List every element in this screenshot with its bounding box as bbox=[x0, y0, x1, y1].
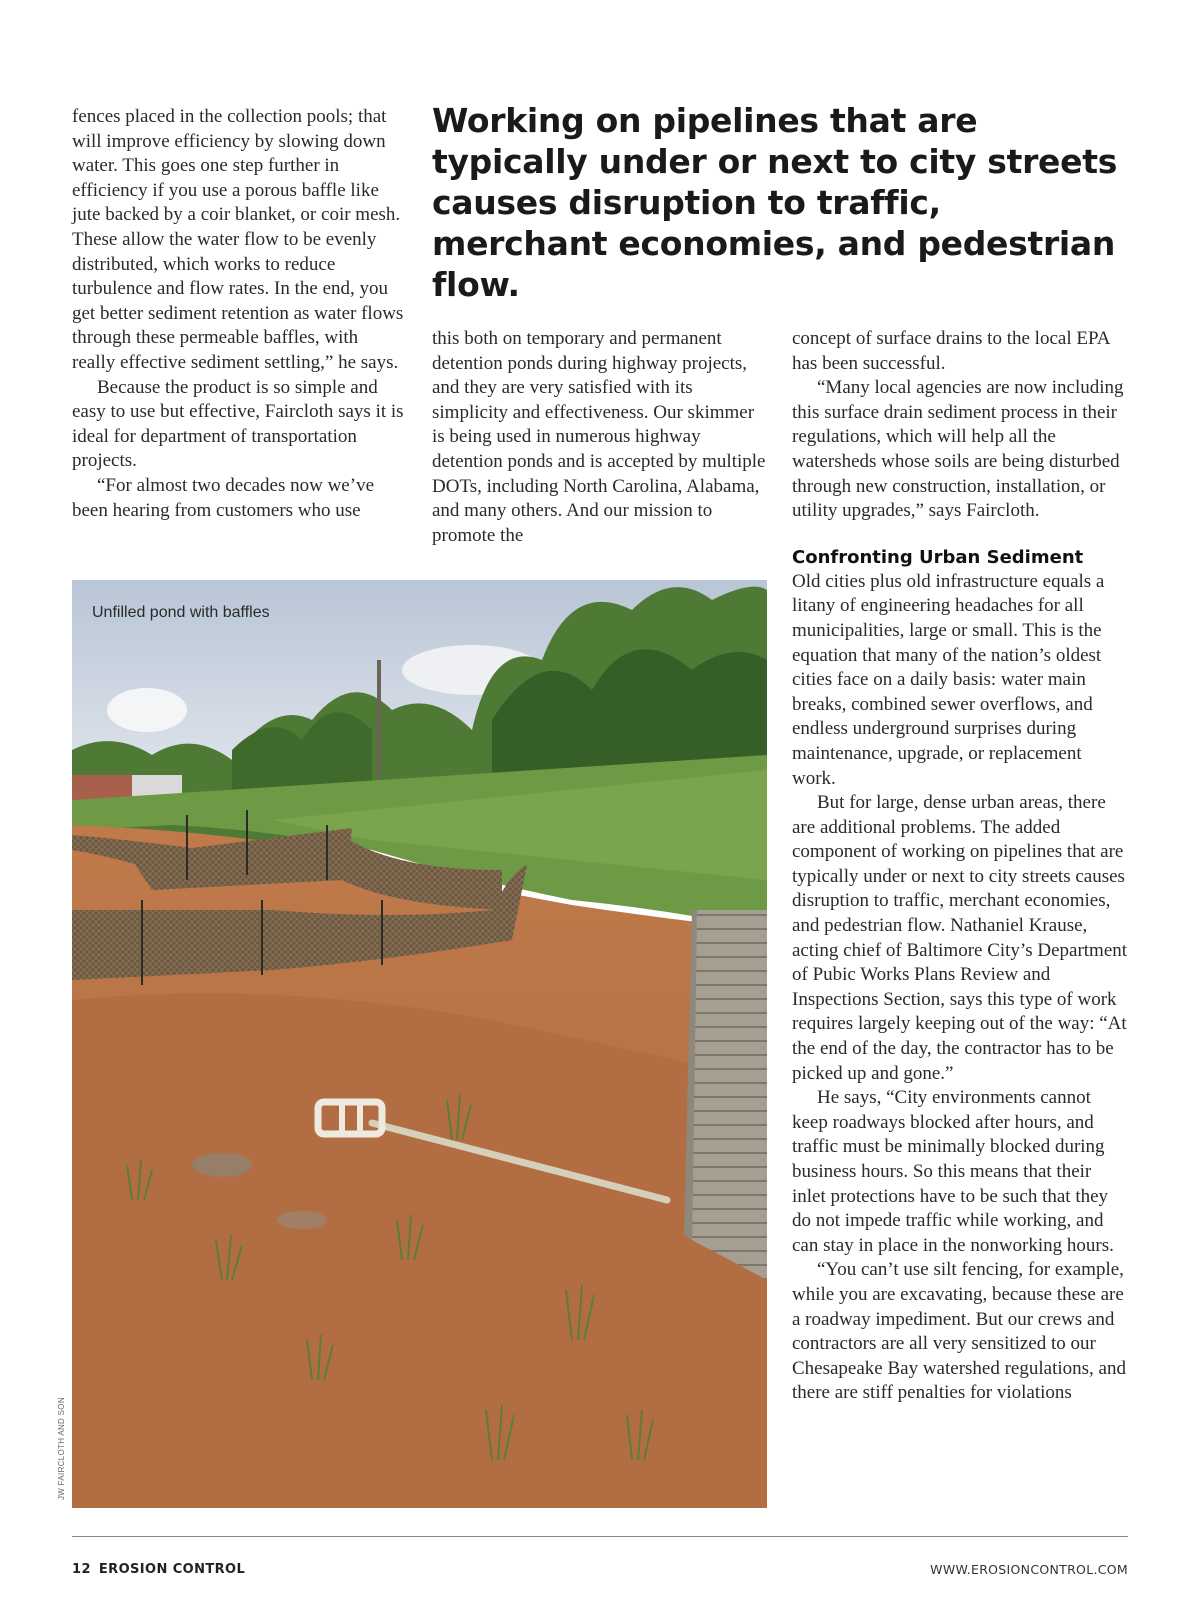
right-paragraph-6: “You can’t use silt fencing, for example, while you are excavating, because these are a roadway impediment. But our crews and contractors are all very sensitized to our Chesapeake Bay watershed regulations, and there are stiff penalties for violations bbox=[792, 1259, 1126, 1404]
photo-credit: JW FAIRCLOTH AND SON bbox=[57, 1397, 66, 1500]
pond-photo-illustration bbox=[72, 580, 767, 1508]
section-subhead: Confronting Urban Sediment bbox=[792, 546, 1084, 568]
pond-photo bbox=[72, 580, 767, 1508]
right-column bbox=[792, 327, 1128, 1406]
pull-quote: Working on pipelines that are typically under or next to city streets causes disruption to traffic, merchant economies, and pedestrian flow. bbox=[432, 101, 1118, 304]
right-paragraph-3: Old cities plus old infrastructure equals a litany of engineering headaches for all municipalities, large or small. This is the equation that many of the nation’s oldest cities face on a daily basis: water main breaks, combined sewer overflows, and endless underground surprises during maintenance, upgrade, or replacement work. bbox=[792, 570, 1105, 789]
website-url: WWW.EROSIONCONTROL.COM bbox=[930, 1562, 1128, 1577]
footer-rule bbox=[72, 1536, 1128, 1537]
publication-name: EROSION CONTROL bbox=[98, 1562, 246, 1577]
photo-caption: Unfilled pond with baffles bbox=[92, 604, 270, 621]
left-paragraph-1: fences placed in the collection pools; that will improve efficiency by slowing down water. This goes one step further in efficiency if you use a porous baffle like jute backed by a coir blanket, or coir mesh. These allow the water flow to be evenly distributed, which works to reduce turbulence and flow rates. In the end, you get better sediment retention as water flows through these permeable baffles, with really effective sediment settling,” he says. bbox=[72, 106, 404, 373]
right-paragraph-2: “Many local agencies are now including this surface drain sediment process in their regulations, which will help all the watersheds whose soils are being disturbed through new construction, installation, or utility upgrades,” says Faircloth. bbox=[792, 377, 1124, 522]
right-paragraph-1: concept of surface drains to the local EPA has been successful. bbox=[792, 328, 1110, 374]
page-number: 12 bbox=[72, 1562, 91, 1577]
left-paragraph-3: “For almost two decades now we’ve been hearing from customers who use bbox=[72, 474, 375, 521]
left-paragraph-2: Because the product is so simple and easy to use but effective, Faircloth says it is ideal for department of transportation projects. bbox=[72, 376, 404, 472]
left-column bbox=[72, 105, 406, 523]
middle-column bbox=[432, 327, 766, 548]
footer-folio bbox=[72, 1562, 245, 1577]
right-paragraph-5: He says, “City environments cannot keep roadways blocked after hours, and traffic must be minimally blocked during business hours. So this means that their inlet protections have to be such that they do not impede traffic while working, and can stay in place in the nonworking hours. bbox=[792, 1087, 1114, 1256]
middle-paragraph-1: this both on temporary and permanent detention ponds during highway projects, and they are very satisfied with its simplicity and effectiveness. Our skimmer is being used in numerous highway detention ponds and is accepted by multiple DOTs, including North Carolina, Alabama, and many others. And our mission to promote the bbox=[432, 328, 766, 546]
right-paragraph-4: But for large, dense urban areas, there are additional problems. The added component of working on pipelines that are typically under or next to city streets causes disruption to traffic, merchant economies, and pedestrian flow. Nathaniel Krause, acting chief of Baltimore City’s Department of Pubic Works Plans Review and Inspections Section, says this type of work requires largely keeping out of the way: “At the end of the day, the contractor has to be picked up and gone.” bbox=[792, 792, 1128, 1084]
